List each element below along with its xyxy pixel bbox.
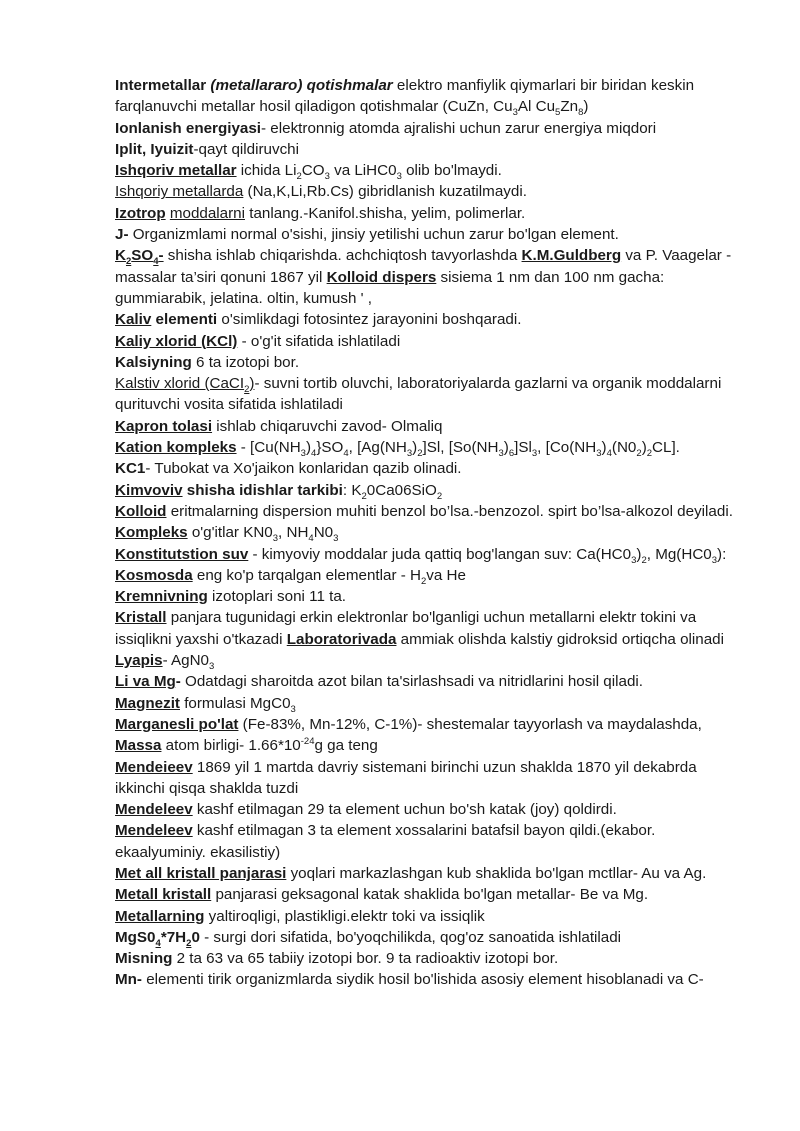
glossary-entry	[115, 799, 743, 820]
glossary-entry	[115, 565, 743, 586]
glossary-entry	[115, 820, 743, 863]
subscript: 3	[272, 533, 279, 545]
glossary-entry	[115, 757, 743, 800]
entry-term: (metallararo) qotishmalar	[210, 77, 393, 94]
entry-text: )	[412, 439, 418, 457]
glossary-entry	[115, 863, 743, 884]
entry-text: izotoplari soni 11 ta.	[207, 588, 346, 606]
entry-term: Misning	[115, 950, 173, 968]
glossary-entry	[115, 906, 743, 927]
subscript: 5	[555, 107, 561, 119]
entry-text: -qayt qildiruvchi	[193, 140, 299, 158]
entry-text: (Fe-83%, Mn-12%, C-1%)- shestemalar tayyorlash va maydalashda,	[238, 715, 702, 733]
subscript: 3	[209, 661, 215, 673]
glossary-entry	[115, 671, 743, 692]
entry-term: elementi	[151, 311, 218, 329]
entry-text: elementi tirik organizmlarda siydik hosil bo'lishida asosiy element hisoblanadi va C-	[142, 971, 704, 989]
entry-text: panjara tugunidagi erkin elektronlar bo'lganligi uchun metallarni elektr tokini va issiqlikni yaxshi o'tkazadi	[115, 609, 697, 648]
entry-text: kashf etilmagan 3 ta element xossalarini batafsil bayon qildi.(ekabor. ekaalyuminiy. ekasilistiy)	[115, 822, 656, 861]
entry-term: Mendeleev	[115, 801, 193, 819]
entry-text: , Mg(HC0	[646, 545, 712, 563]
entry-text: )	[305, 439, 312, 457]
glossary-entry	[115, 160, 743, 181]
entry-text: , [Ag(NH	[348, 439, 407, 457]
subscript: 4	[155, 937, 161, 949]
subscript: 3	[406, 448, 413, 460]
entry-term: -	[158, 247, 164, 265]
entry-text: CO	[301, 162, 325, 180]
entry-term: Metallarning	[115, 907, 205, 925]
entry-text: - AgN0	[162, 652, 209, 670]
glossary-entry	[115, 245, 743, 309]
entry-text: sisiema 1 nm dan 100 nm gacha: gummiarabik, jelatina. oltin, kumush ' ,	[115, 268, 665, 307]
subscript: 2	[186, 937, 192, 949]
entry-text: ishlab chiqaruvchi zavod- Olmaliq	[212, 417, 443, 435]
entry-term: Kremnivning	[115, 588, 208, 606]
entry-text: )	[503, 439, 509, 457]
entry-text: ]Sl, [So(NH	[422, 439, 499, 457]
entry-text: 2 ta 63 va 65 tabiiy izotopi bor. 9 ta radioaktiv izotopi bor.	[172, 950, 559, 968]
subscript: 3	[531, 448, 538, 460]
entry-text: o'g'itlar KN0	[187, 524, 273, 542]
glossary-entry	[115, 331, 743, 352]
entry-term: Kalsiyning	[115, 353, 192, 371]
entry-text: Zn	[560, 98, 579, 116]
entry-text: eritmalarning dispersion muhiti benzol bo’lsa.-benzozol. spirt bo’lsa-alkozol deyiladi.	[166, 502, 733, 520]
subscript: 3	[290, 703, 296, 715]
entry-text: Odatdagi sharoitda azot bilan ta'sirlashsadi va nitridlarini hosil qiladi.	[180, 673, 643, 691]
entry-term: Intermetallar	[115, 77, 211, 94]
subscript: 2	[361, 490, 367, 502]
entry-term: Kristall	[115, 609, 167, 627]
entry-text: 1869 yil 1 martda davriy sistemani birinchi uzun shaklda 1870 yil dekabrda ikkinchi qisqa shaklda tuzdi	[115, 758, 697, 797]
glossary-entry	[115, 75, 743, 118]
subscript: 2	[296, 171, 302, 183]
entry-text: g ga teng	[314, 737, 378, 755]
entry-underlined-text: moddalarni	[169, 204, 245, 222]
entry-term: shisha idishlar tarkibi	[182, 481, 343, 499]
subscript: 4	[311, 448, 317, 460]
entry-text: 0Ca06SiO	[366, 481, 437, 499]
subscript: 8	[578, 107, 584, 119]
entry-term: Izotrop	[115, 204, 166, 222]
subscript: 3	[631, 554, 637, 566]
subscript: 2	[244, 384, 250, 396]
entry-underlined-text: Ishqoriy metallarda	[115, 183, 244, 201]
entry-text: kashf etilmagan 29 ta element uchun bo'sh katak (joy) qoldirdi.	[192, 801, 617, 819]
entry-term: J-	[115, 226, 129, 244]
entry-text: (N0	[611, 439, 637, 457]
subscript: 2	[420, 575, 427, 587]
entry-term: Kaliy xlorid (KCl)	[115, 332, 238, 350]
entry-text: va He	[426, 566, 466, 584]
entry-text: - elektronnig atomda ajralishi uchun zarur energiya miqdori	[261, 119, 657, 137]
entry-text: shisha ishlab chiqarishda. achchiqtosh tavyorlashda	[163, 247, 522, 265]
glossary-entry	[115, 693, 743, 714]
entry-text: o'simlikdagi fotosintez jarayonini boshqaradi.	[217, 311, 522, 329]
subscript: 3	[596, 448, 602, 460]
glossary-entry	[115, 586, 743, 607]
glossary-entry	[115, 352, 743, 373]
subscript: 2	[125, 256, 132, 268]
entry-text: - surgi dori sifatida, bo'yoqchilikda, qog'oz sanoatida ishlatiladi	[199, 928, 622, 946]
entry-text: ]Sl	[514, 439, 532, 457]
entry-term: Mn-	[115, 971, 142, 989]
glossary-entry	[115, 714, 743, 735]
entry-term: Lyapis	[115, 652, 163, 670]
subscript: 2	[646, 448, 653, 460]
entry-text: elektro manfiylik qiymarlari bir biridan keskin farqlanuvchi metallar hosil qiladigon qotishmalar (CuZn, Cu	[115, 77, 695, 116]
entry-text: : K	[342, 481, 362, 499]
entry-term: Ishqoriv metallar	[115, 162, 237, 180]
glossary-entry	[115, 181, 743, 202]
entry-text: )	[583, 98, 589, 116]
entry-term: Laboratorivada	[286, 630, 397, 648]
entry-text: Al Cu	[517, 98, 556, 116]
entry-text: va LiHC0	[329, 162, 397, 180]
entry-term: Metall kristall	[115, 886, 212, 904]
entry-term: 0	[191, 928, 200, 946]
entry-text: atom birligi- 1.66*10	[161, 737, 301, 755]
entry-text: )	[636, 545, 642, 563]
entry-underlined-text: )	[249, 375, 255, 393]
glossary-entry	[115, 373, 743, 416]
entry-term: Kolloid	[115, 502, 167, 520]
glossary-entry	[115, 969, 743, 990]
entry-term: Iplit, Iyuizit	[115, 140, 194, 158]
entry-term: Li va Mg	[115, 673, 176, 691]
entry-text: olib bo'lmaydi.	[401, 162, 502, 180]
entry-text: - [Cu(NH	[236, 439, 301, 457]
subscript: 3	[300, 448, 306, 460]
subscript: 2	[417, 448, 423, 460]
entry-text: )	[601, 439, 607, 457]
glossary-entry	[115, 948, 743, 969]
subscript: 3	[711, 554, 718, 566]
subscript: 4	[153, 256, 159, 268]
entry-term: Kolloid dispers	[326, 268, 437, 286]
entry-text: - Tubokat va Xo'jaikon konlaridan qazib olinadi.	[145, 460, 462, 478]
entry-term: Konstitutstion suv	[115, 545, 249, 563]
subscript: 2	[636, 448, 642, 460]
glossary-entry	[115, 416, 743, 437]
subscript: 3	[498, 448, 504, 460]
glossary-entry	[115, 309, 743, 330]
glossary-entry	[115, 927, 743, 948]
entry-text: formulasi MgC0	[179, 694, 291, 712]
subscript: 3	[324, 171, 330, 183]
glossary-entry	[115, 884, 743, 905]
entry-term: Kompleks	[115, 524, 188, 542]
entry-term: Massa	[115, 737, 162, 755]
entry-term: KC1	[115, 460, 146, 478]
subscript: 4	[308, 533, 314, 545]
glossary-entry	[115, 118, 743, 139]
subscript: 2	[641, 554, 647, 566]
subscript: 6	[508, 448, 515, 460]
entry-text: , NH	[278, 524, 309, 542]
entry-text: yaltiroqligi, plastikligi.elektr toki va issiqlik	[204, 907, 485, 925]
entry-term: Ionlanish energiyasi	[115, 119, 262, 137]
entry-term: Mendeieev	[115, 758, 193, 776]
glossary-entry	[115, 139, 743, 160]
glossary-entry	[115, 224, 743, 245]
subscript: 3	[512, 107, 518, 119]
entry-text: CL].	[652, 439, 680, 457]
entry-text: va P. Vaagelar - massalar ta’siri qonuni 1867 yil	[115, 247, 732, 286]
entry-text: ):	[717, 545, 727, 563]
entry-text: (Na,K,Li,Rb.Cs) gibridlanish kuzatilmaydi.	[243, 183, 527, 201]
subscript: 3	[333, 533, 339, 545]
entry-underlined-text: Kalstiv xlorid (CaCI	[115, 375, 245, 393]
entry-text: - kimyoviy moddalar juda qattiq bog'langan suv: Ca(HC0	[248, 545, 632, 563]
entry-term: Marganesli po'lat	[115, 715, 239, 733]
entry-term: Kimvoviv	[115, 481, 183, 499]
entry-text: N0	[313, 524, 334, 542]
entry-term: K.M.Guldberg	[521, 247, 622, 265]
glossary-entry	[115, 607, 743, 671]
entry-term: K	[115, 247, 126, 265]
entry-term: Met all kristall panjarasi	[115, 864, 287, 882]
document-body	[115, 75, 743, 991]
glossary-entry	[115, 501, 743, 522]
entry-text: ammiak olishda kalstiy gidroksid ortiqcha olinadi	[396, 630, 724, 648]
entry-term: Kosmosda	[115, 566, 193, 584]
glossary-entry	[115, 480, 743, 501]
entry-text: yoqlari markazlashgan kub shaklida bo'lgan mctllar- Au va Ag.	[286, 864, 707, 882]
entry-text: 6 ta izotopi bor.	[191, 353, 300, 371]
entry-term: Kaliv	[115, 311, 152, 329]
subscript: 4	[343, 448, 349, 460]
subscript: 4	[606, 448, 612, 460]
entry-term: *7H	[160, 928, 187, 946]
entry-term: MgS0	[115, 928, 156, 946]
entry-text: , [Co(NH	[537, 439, 597, 457]
subscript: 2	[436, 490, 443, 502]
glossary-entry	[115, 522, 743, 543]
entry-term: Magnezit	[115, 694, 180, 712]
entry-text: )	[641, 439, 647, 457]
glossary-entry	[115, 437, 743, 458]
entry-text: Organizmlami normal o'sishi, jinsiy yetilishi uchun zarur bo'lgan element.	[128, 226, 619, 244]
superscript: -24	[300, 736, 315, 748]
entry-text: ichida Li	[236, 162, 297, 180]
glossary-entry	[115, 203, 743, 224]
entry-term: -	[175, 673, 181, 691]
entry-term: Mendeleev	[115, 822, 193, 840]
entry-text: panjarasi geksagonal katak shaklida bo'lgan metallar- Be va Mg.	[211, 886, 649, 904]
entry-text: - suvni tortib oluvchi, laboratoriyalarda gazlarni va organik moddalarni qurituvchi vosita sifatida ishlatiladi	[115, 375, 722, 414]
glossary-entry	[115, 544, 743, 565]
glossary-entry	[115, 458, 743, 479]
entry-text: }SO	[316, 439, 344, 457]
entry-term: SO	[131, 247, 154, 265]
entry-term: Kapron tolasi	[115, 417, 213, 435]
entry-text: - o'g'it sifatida ishlatiladi	[237, 332, 401, 350]
glossary-entry	[115, 735, 743, 756]
entry-term: Kation kompleks	[115, 439, 237, 457]
subscript: 3	[396, 171, 402, 183]
entry-text: eng ko'p tarqalgan elementlar - H	[192, 566, 421, 584]
entry-text: tanlang.-Kanifol.shisha, yelim, polimerlar.	[245, 204, 526, 222]
